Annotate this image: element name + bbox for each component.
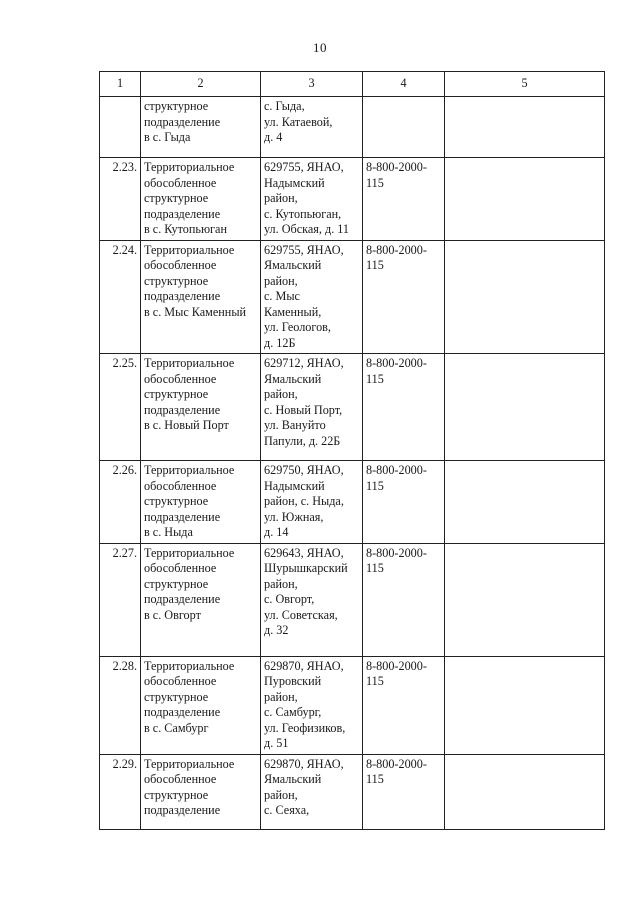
column-header: 4 [363, 72, 445, 97]
cell-line: 115 [366, 478, 384, 493]
cell-line: район, с. Ныда, [264, 494, 344, 508]
cell-line: в с. Мыс Каменный [144, 304, 247, 319]
cell-line: ул. Обская, д. 11 [264, 222, 350, 236]
cell-line: район, [264, 387, 298, 401]
table-row [100, 656, 605, 754]
cell-line: обособленное [144, 561, 217, 575]
cell-line: Территориальное [144, 242, 235, 257]
phone-cell [363, 754, 445, 829]
cell-line: д. 14 [264, 525, 289, 539]
cell-line: 115 [366, 772, 384, 786]
row-number: 2.26. [100, 461, 141, 544]
cell-line: Территориальное [144, 356, 235, 370]
cell-line: структурное [144, 576, 209, 591]
cell-line: Надымский [264, 175, 325, 190]
cell-line: подразделение [144, 592, 221, 606]
cell-line: 629755, ЯНАО, [264, 160, 344, 174]
row-number: 2.28. [100, 656, 141, 754]
cell-line: Территориальное [144, 658, 235, 673]
unit-name-cell [141, 240, 261, 354]
cell-line: Территориальное [144, 160, 235, 174]
cell-line: структурное [144, 191, 209, 205]
cell-line: Папули, д. 22Б [264, 433, 341, 448]
phone-cell [363, 461, 445, 544]
unit-name-cell [141, 461, 261, 544]
unit-name-cell [141, 354, 261, 461]
cell-line: 629750, ЯНАО, [264, 463, 344, 477]
note-cell [445, 656, 605, 754]
cell-line: ул. Советская, [264, 607, 338, 622]
cell-line: 8-800-2000- [366, 545, 427, 560]
column-header: 2 [141, 72, 261, 97]
phone-cell [363, 97, 445, 158]
cell-line: ул. Южная, [264, 509, 324, 524]
cell-line: 629870, ЯНАО, [264, 756, 344, 771]
cell-line: структурное [144, 273, 209, 288]
column-header: 1 [100, 72, 141, 97]
note-cell [445, 158, 605, 241]
cell-line: с. Сеяха, [264, 803, 310, 817]
note-cell [445, 754, 605, 829]
cell-line: 115 [366, 175, 384, 190]
column-header: 3 [261, 72, 363, 97]
cell-line: с. Гыда, [264, 99, 305, 113]
row-number: 2.23. [100, 158, 141, 241]
cell-line: структурное [144, 689, 209, 704]
cell-line: д. 4 [264, 130, 283, 144]
address-cell [261, 754, 363, 829]
row-number: 2.29. [100, 754, 141, 829]
table-row [100, 543, 605, 656]
phone-cell [363, 656, 445, 754]
cell-line: Надымский [264, 478, 325, 493]
cell-line: в с. Овгорт [144, 607, 201, 622]
cell-line: обособленное [144, 175, 217, 190]
cell-line: 8-800-2000- [366, 463, 427, 477]
cell-line: 115 [366, 674, 384, 688]
row-number: 2.27. [100, 543, 141, 656]
cell-line: д. 51 [264, 736, 289, 750]
cell-line: подразделение [144, 803, 221, 817]
address-cell [261, 543, 363, 656]
unit-name-cell [141, 158, 261, 241]
table-row [100, 97, 605, 158]
table-row [100, 461, 605, 544]
address-cell [261, 240, 363, 354]
cell-line: обособленное [144, 478, 217, 493]
cell-line: подразделение [144, 402, 221, 417]
cell-line: Территориальное [144, 463, 235, 477]
row-number [100, 97, 141, 158]
cell-line: 629755, ЯНАО, [264, 242, 344, 257]
table-header-row [100, 72, 605, 97]
cell-line: район, [264, 689, 298, 704]
cell-line: д. 32 [264, 623, 289, 637]
cell-line: 8-800-2000- [366, 756, 427, 771]
cell-line: 115 [366, 371, 384, 386]
cell-line: структурное [144, 99, 209, 113]
cell-line: Территориальное [144, 545, 235, 560]
table-row [100, 158, 605, 241]
cell-line: 8-800-2000- [366, 242, 427, 257]
table-row [100, 754, 605, 829]
note-cell [445, 97, 605, 158]
table-row [100, 354, 605, 461]
note-cell [445, 461, 605, 544]
cell-line: в с. Кутопьюган [144, 222, 227, 236]
cell-line: Каменный, [264, 304, 322, 319]
unit-name-cell [141, 656, 261, 754]
facilities-table [99, 71, 605, 830]
cell-line: с. Овгорт, [264, 592, 315, 606]
cell-line: обособленное [144, 674, 217, 688]
cell-line: в с. Самбург [144, 720, 209, 735]
cell-line: в с. Гыда [144, 130, 191, 144]
cell-line: подразделение [144, 206, 221, 221]
cell-line: 629870, ЯНАО, [264, 658, 344, 673]
cell-line: подразделение [144, 705, 221, 719]
phone-cell [363, 158, 445, 241]
cell-line: Ямальский [264, 258, 322, 272]
cell-line: район, [264, 273, 298, 288]
table-row [100, 240, 605, 354]
cell-line: 8-800-2000- [366, 658, 427, 673]
cell-line: структурное [144, 387, 209, 401]
cell-line: ул. Геофизиков, [264, 720, 346, 735]
cell-line: 629712, ЯНАО, [264, 356, 344, 370]
cell-line: подразделение [144, 289, 221, 303]
address-cell [261, 461, 363, 544]
cell-line: структурное [144, 787, 209, 802]
cell-line: ул. Геологов, [264, 320, 331, 334]
cell-line: обособленное [144, 258, 217, 272]
note-cell [445, 240, 605, 354]
address-cell [261, 354, 363, 461]
column-header: 5 [445, 72, 605, 97]
cell-line: 8-800-2000- [366, 356, 427, 370]
address-cell [261, 158, 363, 241]
cell-line: 115 [366, 258, 384, 272]
cell-line: с. Мыс [264, 289, 300, 303]
cell-line: Территориальное [144, 756, 235, 771]
cell-line: обособленное [144, 371, 217, 386]
cell-line: ул. Катаевой, [264, 114, 333, 129]
cell-line: 629643, ЯНАО, [264, 545, 344, 560]
cell-line: в с. Ныда [144, 525, 193, 539]
phone-cell [363, 240, 445, 354]
cell-line: д. 12Б [264, 335, 296, 350]
cell-line: район, [264, 576, 298, 591]
note-cell [445, 543, 605, 656]
address-cell [261, 656, 363, 754]
page-number: 10 [313, 40, 327, 55]
cell-line: с. Кутопьюган, [264, 206, 342, 221]
row-number: 2.25. [100, 354, 141, 461]
row-number: 2.24. [100, 240, 141, 354]
cell-line: 115 [366, 561, 384, 575]
phone-cell [363, 543, 445, 656]
cell-line: район, [264, 787, 298, 802]
note-cell [445, 354, 605, 461]
cell-line: обособленное [144, 772, 217, 786]
cell-line: с. Самбург, [264, 705, 322, 719]
cell-line: район, [264, 191, 298, 205]
cell-line: подразделение [144, 509, 221, 524]
unit-name-cell [141, 754, 261, 829]
cell-line: подразделение [144, 114, 221, 129]
cell-line: в с. Новый Порт [144, 418, 229, 432]
cell-line: Ямальский [264, 371, 322, 386]
unit-name-cell [141, 97, 261, 158]
cell-line: 8-800-2000- [366, 160, 427, 174]
cell-line: ул. Вануйто [264, 418, 326, 432]
cell-line: Пуровский [264, 674, 322, 688]
cell-line: Шурышкарский [264, 561, 348, 575]
phone-cell [363, 354, 445, 461]
address-cell [261, 97, 363, 158]
cell-line: структурное [144, 494, 209, 508]
unit-name-cell [141, 543, 261, 656]
cell-line: Ямальский [264, 772, 322, 786]
cell-line: с. Новый Порт, [264, 402, 343, 417]
